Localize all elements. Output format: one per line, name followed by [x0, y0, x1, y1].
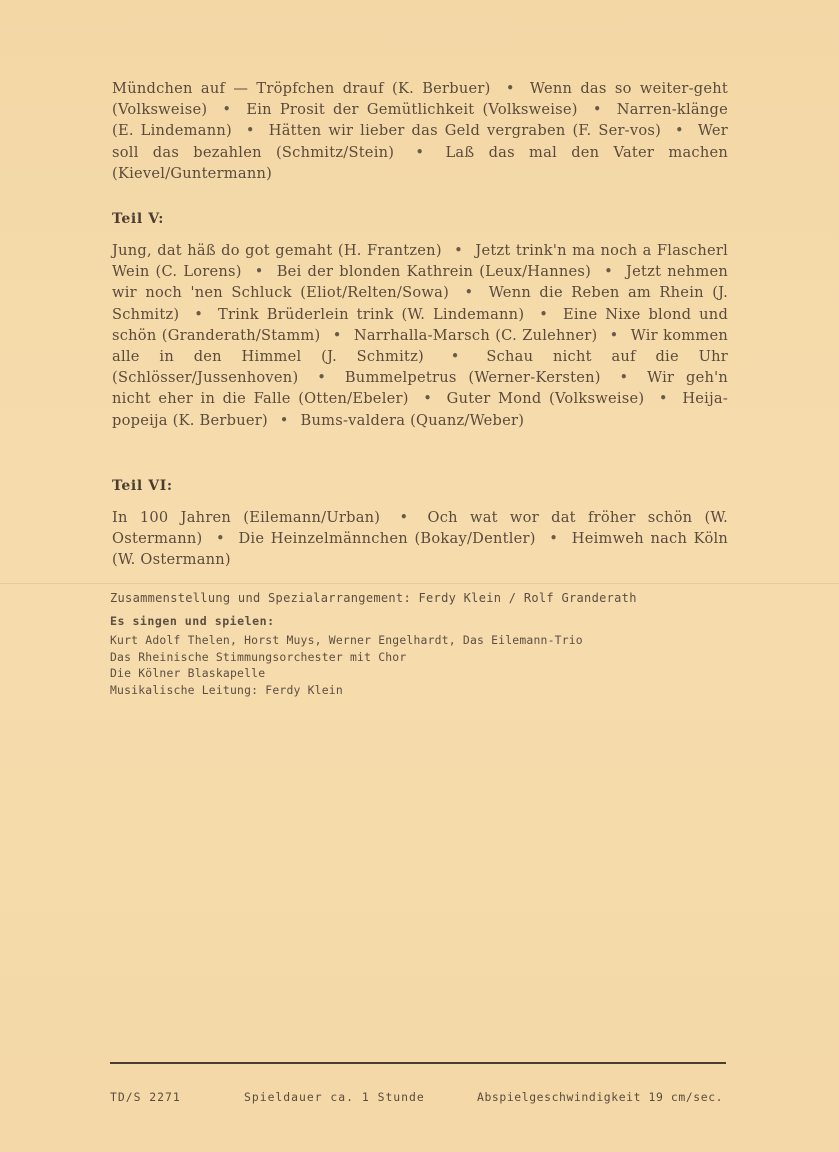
- part6-song-list: [112, 507, 728, 571]
- song-item: Bei der blonden Kathrein (Leux/Hannes): [276, 263, 592, 281]
- performer-line: Die Kölner Blaskapelle: [110, 666, 266, 681]
- performer-line: Das Rheinische Stimmungsorchester mit Chor: [110, 649, 407, 664]
- catalog-number: TD/S 2271: [110, 1090, 181, 1104]
- song-item: Laß das mal den Vater machen (Kievel/Guntermann): [112, 143, 729, 182]
- bullet-separator: •: [399, 509, 409, 526]
- song-item: Jetzt trink'n ma noch a Flascherl Wein (C. Lorens): [112, 242, 729, 281]
- bullet-separator: •: [254, 263, 264, 281]
- song-item: Ein Prosit der Gemütlichkeit (Volksweise): [246, 101, 578, 119]
- bullet-separator: •: [423, 390, 433, 408]
- bullet-separator: •: [245, 122, 255, 140]
- bullet-separator: •: [216, 530, 225, 548]
- part6-heading: Teil VI:: [112, 478, 173, 494]
- song-item: Jetzt nehmen wir noch 'nen Schluck (Eliot/Relten/Sowa): [112, 263, 729, 302]
- duration-text: Spieldauer ca. 1 Stunde: [244, 1090, 425, 1104]
- arrangement-credit: Zusammenstellung und Spezialarrangement: Ferdy Klein / Rolf Granderath: [110, 591, 637, 605]
- song-item: Jung, dat häß do got gemaht (H. Frantzen): [112, 242, 442, 259]
- bullet-separator: •: [454, 242, 463, 259]
- song-item: Wer soll das bezahlen (Schmitz/Stein): [112, 122, 729, 161]
- part5-block: [112, 240, 728, 431]
- song-item: Wenn die Reben am Rhein (J. Schmitz): [112, 284, 728, 323]
- song-item: Guter Mond (Volksweise): [446, 390, 645, 408]
- bullet-separator: •: [619, 369, 629, 387]
- bullet-separator: •: [222, 101, 232, 119]
- song-item: Och wat wor dat fröher schön (W. Ostermann): [112, 509, 729, 548]
- bullet-separator: •: [450, 348, 460, 366]
- bullet-separator: •: [332, 326, 342, 344]
- speed-text: Abspielgeschwindigkeit 19 cm/sec.: [477, 1090, 724, 1104]
- performers-list: [110, 632, 637, 698]
- song-item: Mündchen auf — Tröpfchen drauf (K. Berbuer): [112, 80, 491, 97]
- bullet-separator: •: [505, 80, 515, 97]
- song-item: Bummelpetrus (Werner-Kersten): [344, 369, 601, 387]
- bullet-separator: •: [675, 122, 684, 140]
- footer-divider: [110, 1062, 726, 1064]
- song-item: Wir geh'n nicht eher in die Falle (Otten/Ebeler): [112, 369, 729, 408]
- song-item: Eine Nixe blond und schön (Granderath/Stamm): [112, 305, 729, 344]
- bullet-separator: •: [604, 263, 613, 281]
- song-item: Die Heinzelmännchen (Bokay/Dentler): [238, 530, 536, 548]
- song-item: Hätten wir lieber das Geld vergraben (F. Ser-vos): [268, 122, 662, 140]
- bullet-separator: •: [415, 143, 425, 161]
- song-item: Wir kommen alle in den Himmel (J. Schmitz): [112, 326, 728, 366]
- credits-section: [110, 591, 637, 698]
- part5-heading: Teil V:: [112, 211, 165, 227]
- part6-block: [112, 507, 728, 571]
- song-item: Narren-klänge (E. Lindemann): [112, 101, 728, 140]
- song-item: Bums-valdera (Quanz/Weber): [300, 411, 525, 429]
- part5-song-list: [112, 240, 728, 431]
- song-item: Trink Brüderlein trink (W. Lindemann): [218, 305, 525, 323]
- bullet-separator: •: [658, 390, 668, 408]
- song-item: Heija-popeija (K. Berbuer): [112, 390, 728, 429]
- song-item: Wenn das so weiter-geht (Volksweise): [112, 80, 729, 119]
- song-item: Narrhalla-Marsch (C. Zulehner): [353, 326, 598, 344]
- intro-paragraph-block: [112, 78, 728, 184]
- bullet-separator: •: [549, 530, 559, 548]
- performer-line: Musikalische Leitung: Ferdy Klein: [110, 682, 343, 697]
- bullet-separator: •: [317, 369, 327, 387]
- bullet-separator: •: [464, 284, 474, 302]
- bullet-separator: •: [592, 101, 602, 119]
- performer-line: Kurt Adolf Thelen, Horst Muys, Werner Engelhardt, Das Eilemann-Trio: [110, 633, 583, 647]
- intro-song-list: [112, 78, 728, 184]
- bullet-separator: •: [279, 411, 289, 429]
- song-item: Heimweh nach Köln (W. Ostermann): [112, 530, 729, 569]
- song-item: Schau nicht auf die Uhr (Schlösser/Jussenhoven): [112, 348, 729, 387]
- performers-label: Es singen und spielen:: [110, 614, 275, 628]
- bullet-separator: •: [194, 305, 204, 323]
- song-item: In 100 Jahren (Eilemann/Urban): [112, 509, 381, 526]
- paper-fold-line: [0, 583, 839, 584]
- bullet-separator: •: [609, 326, 619, 344]
- bullet-separator: •: [539, 305, 549, 323]
